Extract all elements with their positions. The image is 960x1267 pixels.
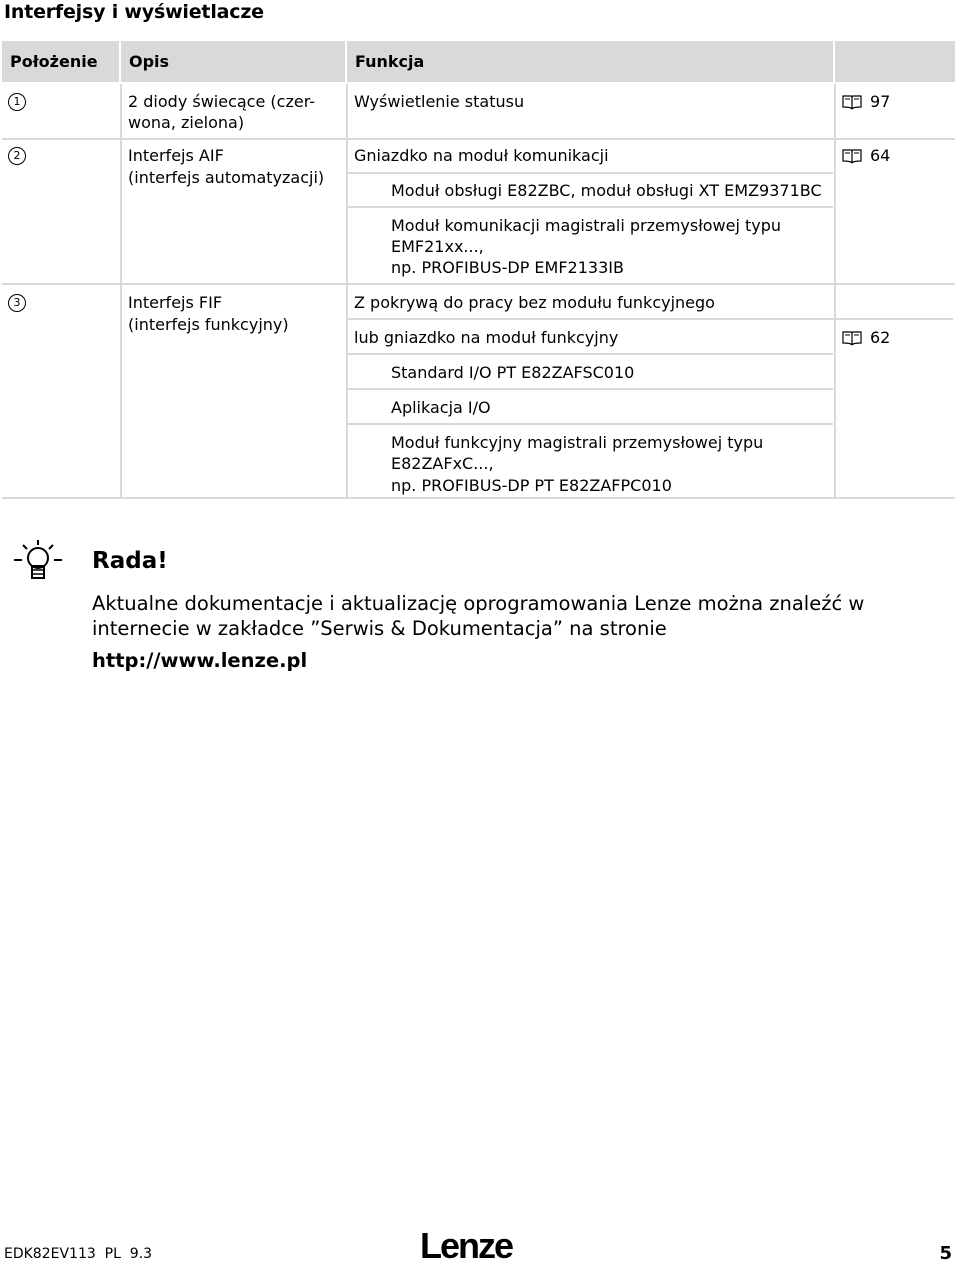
row3-description-line2: (interfejs funkcyjny) xyxy=(128,315,289,334)
header-position: Położenie xyxy=(2,41,119,82)
tip-text: Aktualne dokumentacje i aktualizację oprogramowania Lenze można znaleźć w internecie w zakładce ”Serwis & Dokumentacja” na stronie xyxy=(92,592,865,640)
tip-title: Rada! xyxy=(92,548,168,574)
row1-function: Wyświetlenie statusu xyxy=(354,92,525,111)
page-number: 5 xyxy=(939,1243,952,1264)
row2-sub2-line2: EMF21xx..., xyxy=(391,237,484,256)
row3-function: Z pokrywą do pracy bez modułu funkcyjnego xyxy=(354,293,715,312)
row1-description-line1: 2 diody świecące (czer- xyxy=(128,92,316,111)
section-title: Interfejsy i wyświetlacze xyxy=(4,1,264,23)
header-reference xyxy=(835,41,955,82)
row2-page-ref: 64 xyxy=(870,146,891,165)
book-icon xyxy=(842,94,862,110)
book-icon xyxy=(842,330,862,346)
row3-sub3-line1: Moduł funkcyjny magistrali przemysłowej typu xyxy=(391,433,764,452)
header-function: Funkcja xyxy=(347,41,833,82)
sub-divider xyxy=(348,172,833,174)
column-separator xyxy=(346,84,348,498)
footer-doc-id: EDK82EV113 PL 9.3 xyxy=(4,1246,153,1262)
sub-divider xyxy=(348,318,953,320)
sub-divider xyxy=(348,206,833,208)
row2-reference xyxy=(842,145,890,166)
row3-sub3-line3: np. PROFIBUS-DP PT E82ZAFPC010 xyxy=(391,476,672,495)
row2-sub2-line3: np. PROFIBUS-DP EMF2133IB xyxy=(391,258,624,277)
row1-description-line2: wona, zielona) xyxy=(128,113,245,132)
table-bottom-rule xyxy=(2,497,955,499)
sub-divider xyxy=(348,388,833,390)
position-marker-3: 3 xyxy=(8,294,26,312)
row2-sub1: Moduł obsługi E82ZBC, moduł obsługi XT EMZ9371BC xyxy=(391,181,822,200)
row1-reference xyxy=(842,91,890,112)
row3-page-ref: 62 xyxy=(870,328,891,347)
position-marker-1: 1 xyxy=(8,93,26,111)
row3-reference xyxy=(842,327,890,348)
lightbulb-icon xyxy=(12,536,64,588)
tip-link[interactable]: http://www.lenze.pl xyxy=(92,649,308,672)
book-icon xyxy=(842,148,862,164)
row3-description-line1: Interfejs FIF xyxy=(128,293,223,312)
header-description: Opis xyxy=(121,41,345,82)
row1-page-ref: 97 xyxy=(870,92,891,111)
row2-function: Gniazdko na moduł komunikacji xyxy=(354,146,609,165)
row3-sub2: Aplikacja I/O xyxy=(391,398,491,417)
row2-sub2-line1: Moduł komunikacji magistrali przemysłowej typu xyxy=(391,216,782,235)
row-divider xyxy=(2,283,955,285)
sub-divider xyxy=(348,353,833,355)
sub-divider xyxy=(348,423,833,425)
row2-description-line2: (interfejs automatyzacji) xyxy=(128,168,325,187)
row-divider xyxy=(2,138,955,140)
column-separator xyxy=(834,84,836,498)
row3-sub3-line2: E82ZAFxC..., xyxy=(391,454,494,473)
position-marker-2: 2 xyxy=(8,147,26,165)
lenze-logo: Lenze xyxy=(420,1225,513,1266)
row3-sub1: Standard I/O PT E82ZAFSC010 xyxy=(391,363,635,382)
column-separator xyxy=(120,84,122,498)
row3-function-line2: lub gniazdko na moduł funkcyjny xyxy=(354,328,619,347)
row2-description-line1: Interfejs AIF xyxy=(128,146,224,165)
